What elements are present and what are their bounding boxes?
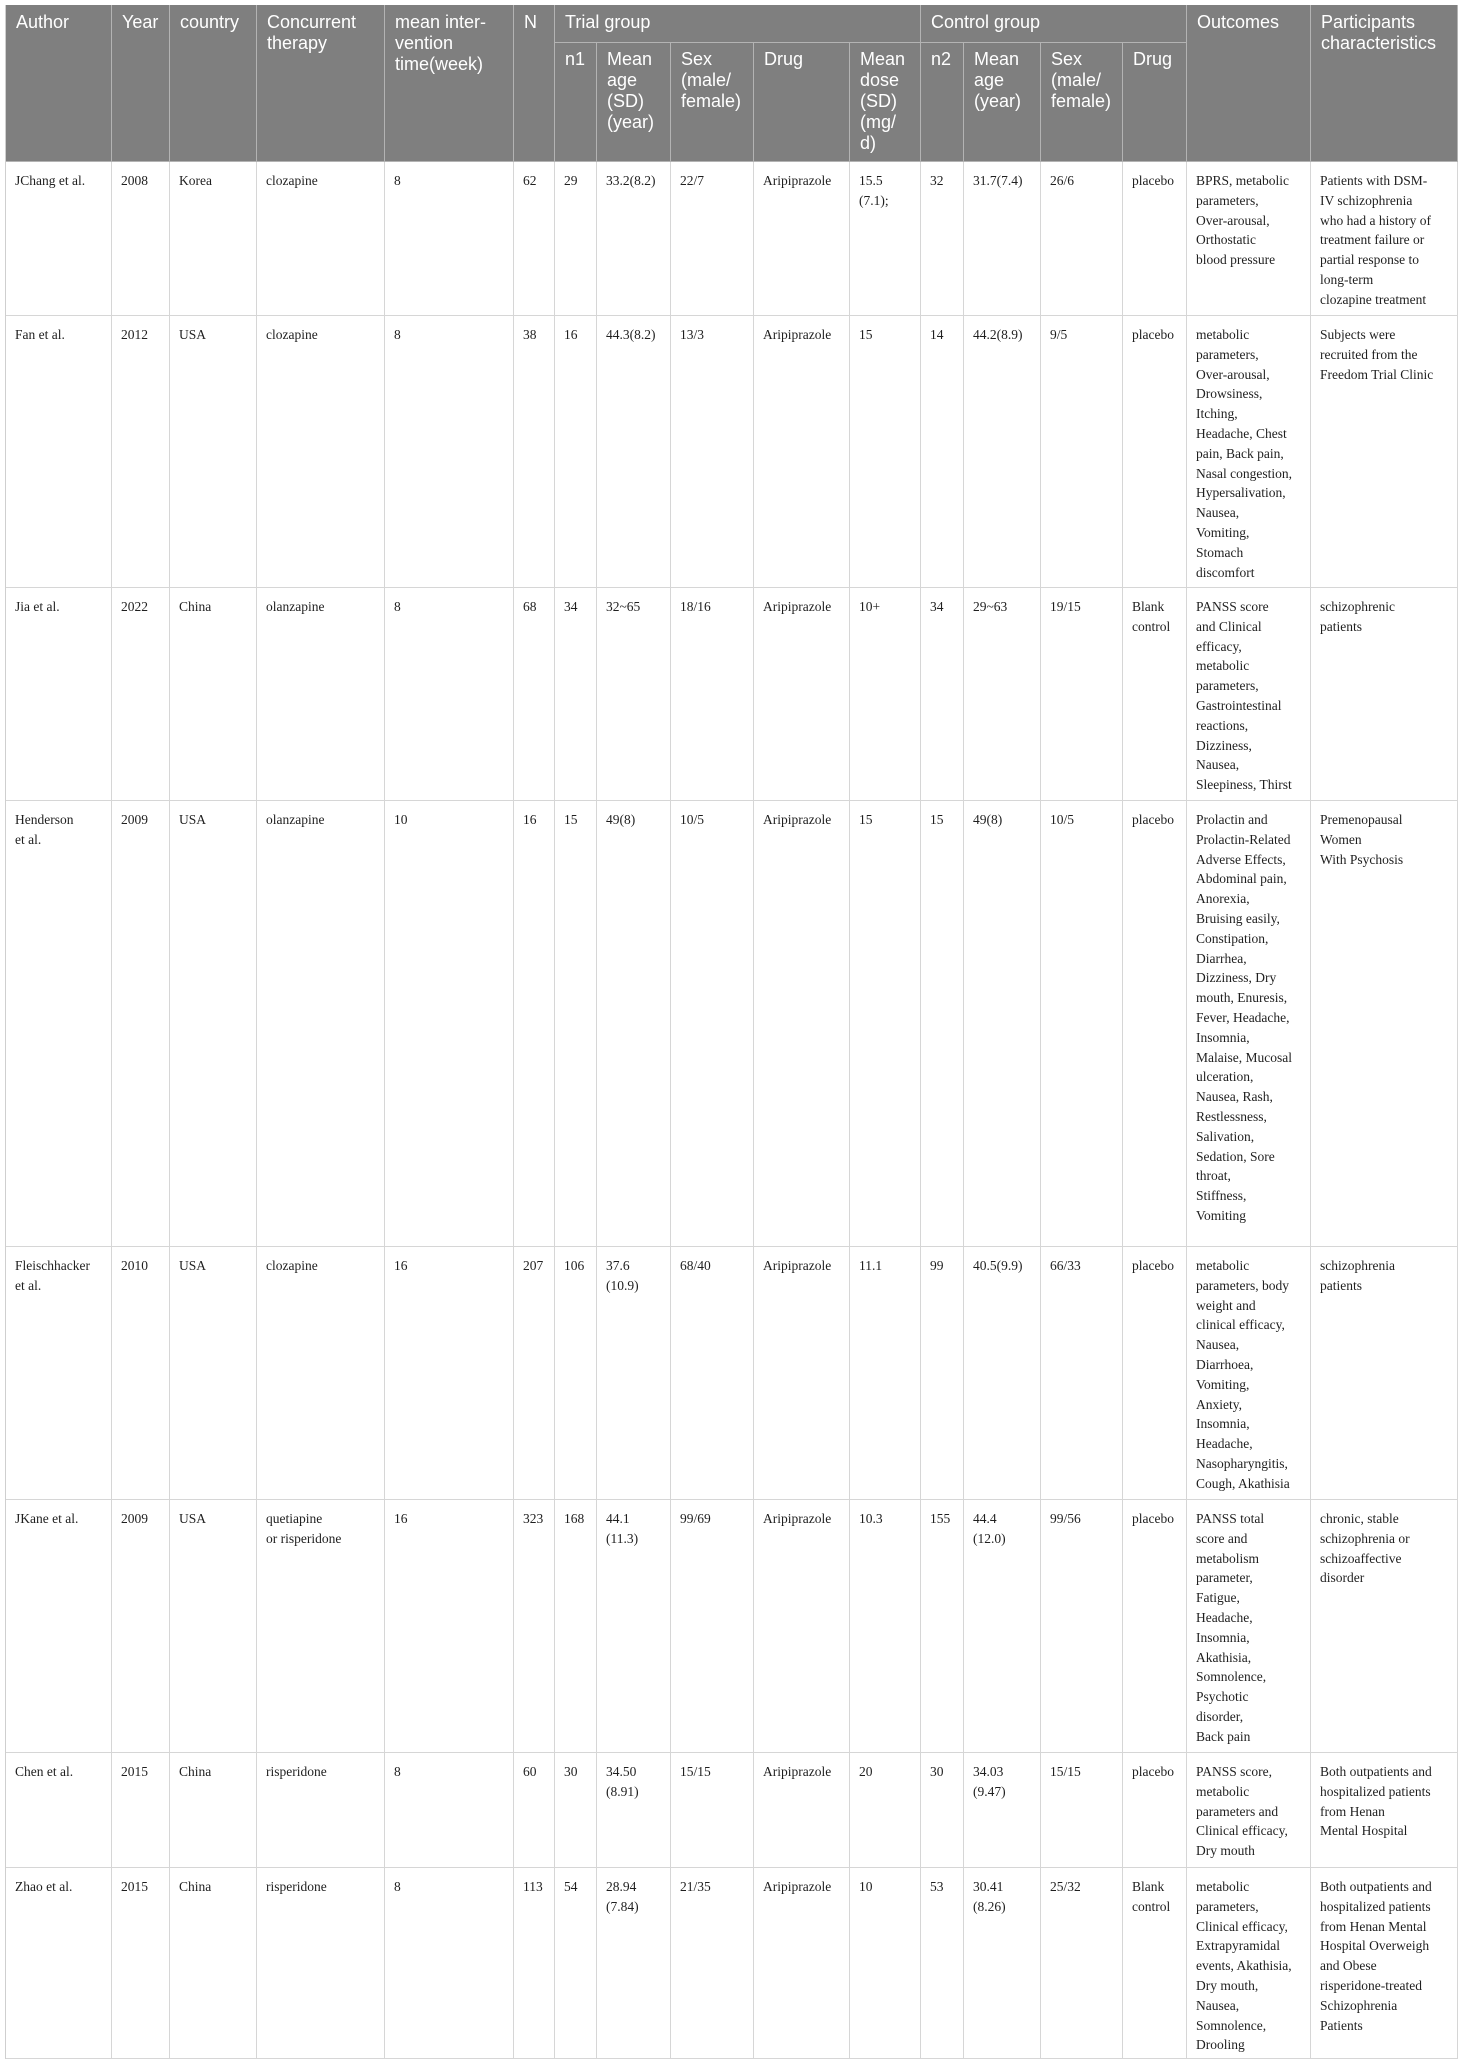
cell-control-n2: 30 (921, 1753, 964, 1868)
cell-trial-mean-age: 32~65 (597, 588, 671, 801)
cell-n: 323 (514, 1500, 555, 1753)
cell-country: USA (170, 801, 257, 1247)
cell-control-drug: placebo (1123, 1247, 1187, 1500)
cell-trial-sex: 22/7 (671, 162, 754, 316)
cell-country: USA (170, 316, 257, 588)
cell-author: JKane et al. (6, 1500, 112, 1753)
cell-control-sex: 9/5 (1041, 316, 1123, 588)
cell-control-n2: 99 (921, 1247, 964, 1500)
cell-trial-sex: 18/16 (671, 588, 754, 801)
cell-control-sex: 19/15 (1041, 588, 1123, 801)
cell-concurrent-therapy: olanzapine (257, 588, 385, 801)
cell-control-sex: 10/5 (1041, 801, 1123, 1247)
cell-trial-n1: 34 (555, 588, 597, 801)
cell-concurrent-therapy: risperidone (257, 1753, 385, 1868)
cell-control-n2: 32 (921, 162, 964, 316)
cell-control-sex: 66/33 (1041, 1247, 1123, 1500)
cell-participants: Both outpatients and hospitalized patients from Henan Mental Hospital Overweigh and Obese risperidone-treated Schizophrenia Patients (1311, 1868, 1458, 2059)
cell-participants: schizophrenia patients (1311, 1247, 1458, 1500)
cell-outcomes: BPRS, metabolic parameters, Over-arousal, Orthostatic blood pressure (1187, 162, 1311, 316)
cell-control-n2: 15 (921, 801, 964, 1247)
cell-n: 38 (514, 316, 555, 588)
cell-participants: Subjects were recruited from the Freedom Trial Clinic (1311, 316, 1458, 588)
header-intervention-time: mean inter- vention time(week) (385, 5, 514, 162)
cell-author: Zhao et al. (6, 1868, 112, 2059)
header-outcomes: Outcomes (1187, 5, 1311, 162)
cell-trial-n1: 16 (555, 316, 597, 588)
cell-trial-drug: Aripiprazole (754, 162, 850, 316)
cell-participants: Premenopausal Women With Psychosis (1311, 801, 1458, 1247)
cell-trial-mean-age: 44.3(8.2) (597, 316, 671, 588)
cell-trial-mean-age: 33.2(8.2) (597, 162, 671, 316)
cell-outcomes: Prolactin and Prolactin-Related Adverse Effects, Abdominal pain, Anorexia, Bruising easily, Constipation, Diarrhea, Dizziness, Dry mouth, Enuresis, Fever, Headache, Insomnia, Malaise, Mucosal ulceration, Nausea, Rash, Restlessness, Salivation, Sedation, Sore throat, Stiffness, Vomiting (1187, 801, 1311, 1247)
cell-control-drug: placebo (1123, 162, 1187, 316)
cell-concurrent-therapy: olanzapine (257, 801, 385, 1247)
cell-year: 2012 (112, 316, 170, 588)
cell-trial-sex: 15/15 (671, 1753, 754, 1868)
cell-control-drug: placebo (1123, 316, 1187, 588)
cell-trial-mean-age: 28.94 (7.84) (597, 1868, 671, 2059)
cell-n: 68 (514, 588, 555, 801)
cell-control-mean-age: 49(8) (964, 801, 1041, 1247)
cell-participants: chronic, stable schizophrenia or schizoaffective disorder (1311, 1500, 1458, 1753)
cell-trial-mean-age: 37.6 (10.9) (597, 1247, 671, 1500)
cell-control-drug: placebo (1123, 801, 1187, 1247)
cell-trial-n1: 15 (555, 801, 597, 1247)
header-trial-n1: n1 (555, 43, 597, 162)
cell-year: 2009 (112, 1500, 170, 1753)
cell-outcomes: metabolic parameters, body weight and clinical efficacy, Nausea, Diarrhoea, Vomiting, Anxiety, Insomnia, Headache, Nasopharyngitis, Cough, Akathisia (1187, 1247, 1311, 1500)
cell-participants: Patients with DSM- IV schizophrenia who had a history of treatment failure or partial response to long-term clozapine treatment (1311, 162, 1458, 316)
cell-control-drug: Blank control (1123, 1868, 1187, 2059)
cell-concurrent-therapy: clozapine (257, 316, 385, 588)
header-control-n2: n2 (921, 43, 964, 162)
cell-outcomes: PANSS score, metabolic parameters and Clinical efficacy, Dry mouth (1187, 1753, 1311, 1868)
cell-author: Fleischhacker et al. (6, 1247, 112, 1500)
cell-trial-mean-age: 49(8) (597, 801, 671, 1247)
cell-control-mean-age: 30.41 (8.26) (964, 1868, 1041, 2059)
cell-trial-mean-dose: 10.3 (850, 1500, 921, 1753)
cell-country: China (170, 1753, 257, 1868)
cell-participants: Both outpatients and hospitalized patients from Henan Mental Hospital (1311, 1753, 1458, 1868)
cell-control-drug: placebo (1123, 1500, 1187, 1753)
cell-control-n2: 14 (921, 316, 964, 588)
header-control-drug: Drug (1123, 43, 1187, 162)
cell-trial-sex: 99/69 (671, 1500, 754, 1753)
cell-intervention-time: 8 (385, 1753, 514, 1868)
cell-control-mean-age: 31.7(7.4) (964, 162, 1041, 316)
cell-author: JChang et al. (6, 162, 112, 316)
cell-concurrent-therapy: risperidone (257, 1868, 385, 2059)
cell-trial-mean-age: 34.50 (8.91) (597, 1753, 671, 1868)
cell-control-n2: 155 (921, 1500, 964, 1753)
cell-control-sex: 15/15 (1041, 1753, 1123, 1868)
cell-intervention-time: 8 (385, 316, 514, 588)
cell-intervention-time: 10 (385, 801, 514, 1247)
cell-intervention-time: 16 (385, 1500, 514, 1753)
header-trial-mean-dose: Mean dose (SD) (mg/ d) (850, 43, 921, 162)
cell-author: Chen et al. (6, 1753, 112, 1868)
header-participants: Participants characteristics (1311, 5, 1458, 162)
cell-n: 113 (514, 1868, 555, 2059)
cell-country: Korea (170, 162, 257, 316)
cell-control-sex: 99/56 (1041, 1500, 1123, 1753)
cell-trial-mean-dose: 15 (850, 801, 921, 1247)
cell-trial-sex: 68/40 (671, 1247, 754, 1500)
cell-country: USA (170, 1247, 257, 1500)
cell-trial-sex: 13/3 (671, 316, 754, 588)
cell-year: 2008 (112, 162, 170, 316)
cell-trial-n1: 168 (555, 1500, 597, 1753)
cell-trial-drug: Aripiprazole (754, 316, 850, 588)
cell-trial-drug: Aripiprazole (754, 1247, 850, 1500)
cell-intervention-time: 8 (385, 162, 514, 316)
cell-control-mean-age: 29~63 (964, 588, 1041, 801)
cell-trial-mean-dose: 11.1 (850, 1247, 921, 1500)
header-year: Year (112, 5, 170, 162)
cell-trial-sex: 21/35 (671, 1868, 754, 2059)
header-trial-mean-age: Mean age (SD) (year) (597, 43, 671, 162)
cell-control-n2: 53 (921, 1868, 964, 2059)
cell-trial-mean-dose: 10+ (850, 588, 921, 801)
cell-trial-sex: 10/5 (671, 801, 754, 1247)
cell-country: China (170, 588, 257, 801)
header-country: country (170, 5, 257, 162)
cell-trial-mean-dose: 10 (850, 1868, 921, 2059)
cell-trial-drug: Aripiprazole (754, 1500, 850, 1753)
cell-trial-drug: Aripiprazole (754, 801, 850, 1247)
cell-n: 62 (514, 162, 555, 316)
cell-intervention-time: 16 (385, 1247, 514, 1500)
cell-trial-n1: 29 (555, 162, 597, 316)
cell-year: 2015 (112, 1868, 170, 2059)
study-characteristics-table (5, 5, 1458, 2059)
cell-author: Fan et al. (6, 316, 112, 588)
cell-control-mean-age: 44.2(8.9) (964, 316, 1041, 588)
cell-outcomes: PANSS total score and metabolism parameter, Fatigue, Headache, Insomnia, Akathisia, Somnolence, Psychotic disorder, Back pain (1187, 1500, 1311, 1753)
cell-n: 60 (514, 1753, 555, 1868)
cell-intervention-time: 8 (385, 1868, 514, 2059)
cell-trial-mean-dose: 15 (850, 316, 921, 588)
cell-n: 16 (514, 801, 555, 1247)
cell-year: 2009 (112, 801, 170, 1247)
cell-trial-drug: Aripiprazole (754, 588, 850, 801)
cell-trial-mean-dose: 20 (850, 1753, 921, 1868)
cell-control-n2: 34 (921, 588, 964, 801)
cell-concurrent-therapy: clozapine (257, 162, 385, 316)
cell-author: Henderson et al. (6, 801, 112, 1247)
header-control-group: Control group (921, 5, 1187, 43)
cell-year: 2022 (112, 588, 170, 801)
cell-concurrent-therapy: quetiapine or risperidone (257, 1500, 385, 1753)
cell-trial-drug: Aripiprazole (754, 1753, 850, 1868)
cell-control-drug: placebo (1123, 1753, 1187, 1868)
header-trial-group: Trial group (555, 5, 921, 43)
cell-year: 2010 (112, 1247, 170, 1500)
cell-trial-mean-dose: 15.5 (7.1); (850, 162, 921, 316)
header-author: Author (6, 5, 112, 162)
cell-control-sex: 26/6 (1041, 162, 1123, 316)
cell-control-mean-age: 44.4 (12.0) (964, 1500, 1041, 1753)
cell-trial-n1: 106 (555, 1247, 597, 1500)
cell-control-sex: 25/32 (1041, 1868, 1123, 2059)
cell-author: Jia et al. (6, 588, 112, 801)
cell-concurrent-therapy: clozapine (257, 1247, 385, 1500)
cell-trial-n1: 30 (555, 1753, 597, 1868)
cell-control-mean-age: 34.03 (9.47) (964, 1753, 1041, 1868)
cell-trial-drug: Aripiprazole (754, 1868, 850, 2059)
cell-control-mean-age: 40.5(9.9) (964, 1247, 1041, 1500)
cell-outcomes: PANSS score and Clinical efficacy, metabolic parameters, Gastrointestinal reactions, Dizziness, Nausea, Sleepiness, Thirst (1187, 588, 1311, 801)
cell-outcomes: metabolic parameters, Clinical efficacy, Extrapyramidal events, Akathisia, Dry mouth, Nausea, Somnolence, Drooling (1187, 1868, 1311, 2059)
header-concurrent-therapy: Concurrent therapy (257, 5, 385, 162)
header-trial-sex: Sex (male/ female) (671, 43, 754, 162)
cell-participants: schizophrenic patients (1311, 588, 1458, 801)
header-n: N (514, 5, 555, 162)
cell-trial-mean-age: 44.1 (11.3) (597, 1500, 671, 1753)
cell-trial-n1: 54 (555, 1868, 597, 2059)
header-control-mean-age: Mean age (year) (964, 43, 1041, 162)
cell-country: China (170, 1868, 257, 2059)
header-trial-drug: Drug (754, 43, 850, 162)
cell-year: 2015 (112, 1753, 170, 1868)
cell-control-drug: Blank control (1123, 588, 1187, 801)
header-control-sex: Sex (male/ female) (1041, 43, 1123, 162)
cell-n: 207 (514, 1247, 555, 1500)
cell-outcomes: metabolic parameters, Over-arousal, Drowsiness, Itching, Headache, Chest pain, Back pain, Nasal congestion, Hypersalivation, Nausea, Vomiting, Stomach discomfort (1187, 316, 1311, 588)
cell-country: USA (170, 1500, 257, 1753)
cell-intervention-time: 8 (385, 588, 514, 801)
